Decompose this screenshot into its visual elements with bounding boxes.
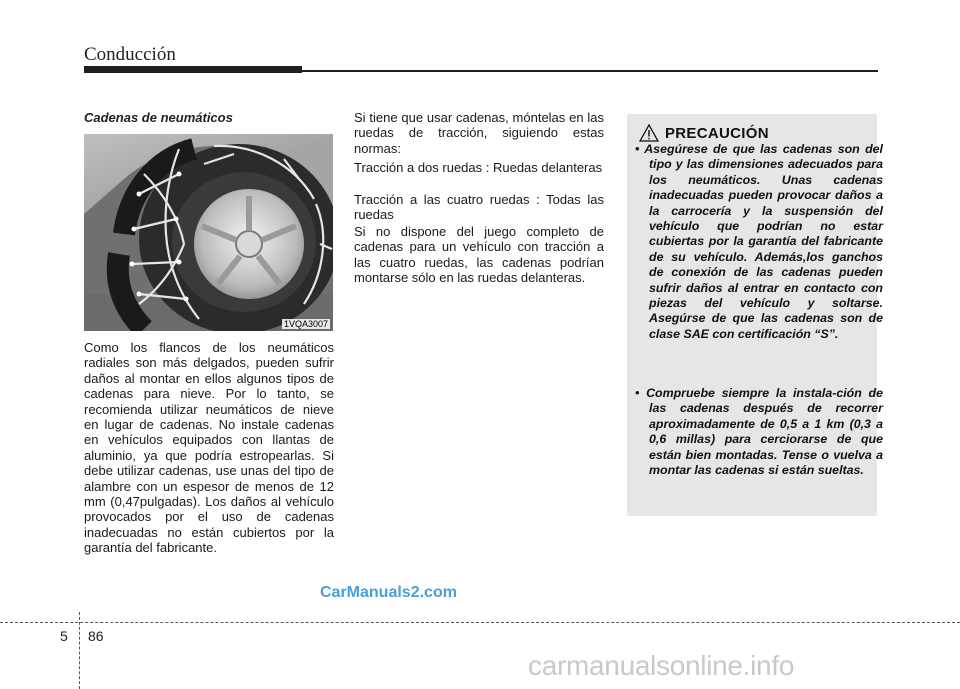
middle-paragraph-2: Tracción a dos ruedas : Ruedas delanteras: [354, 160, 603, 175]
tire-chain-illustration: [84, 134, 333, 331]
caution-box: [627, 114, 883, 516]
middle-paragraph-1: Si tiene que usar cadenas, móntelas en las ruedas de tracción, siguiendo estas normas:: [354, 110, 604, 156]
site-watermark: carmanualsonline.info: [528, 650, 795, 681]
footer-rule-horizontal: [0, 622, 960, 623]
footer-rule-vertical: [79, 612, 80, 689]
middle-paragraph-3: Tracción a las cuatro ruedas : Todas las ruedas: [354, 192, 604, 223]
page-number: 86: [88, 628, 104, 644]
caution-title: PRECAUCIÓN: [665, 124, 769, 142]
page-header-title: Conducción: [84, 44, 176, 65]
section-title: Cadenas de neumáticos: [84, 110, 233, 125]
caution-header: [639, 122, 769, 144]
header-rule-thin: [300, 70, 878, 72]
warning-triangle-icon: [639, 124, 659, 142]
page-section-number: 5: [60, 628, 68, 644]
header-rule-thick: [84, 66, 302, 73]
middle-paragraph-4: Si no dispone del juego completo de cadenas para un vehículo con tracción a las cuatro ruedas, las cadenas podrían montarse sólo en las ruedas delanteras.: [354, 224, 604, 286]
watermark-logo: CarManuals2.com: [320, 584, 457, 601]
caution-bullet-1: • Asegúrese de que las cadenas son del tipo y las dimensiones adecuados para los neumáticos. Unas cadenas inadecuadas pueden provocar daños a la carrocería y la suspensión del vehículo que podrían no estar cubiertas por la garantía del fabricante de su vehículo. Además,los ganchos de conexión de las cadenas pueden sufrir daños al entrar en contacto con piezas del vehículo y soltarse. Asegúrse de que las cadenas son de clase SAE con certificación “S”.: [635, 142, 883, 341]
caution-bullet-2: • Compruebe siempre la instala-ción de las cadenas después de recorrer aproximadamente de 0,5 a 1 km (0,3 a 0,6 millas) para cerciorarse de que están bien montadas. Tense o vuelva a montar las cadenas si están sueltas.: [635, 386, 883, 478]
figure-caption: 1VQA3007: [283, 319, 328, 329]
left-paragraph: Como los flancos de los neumáticos radiales son más delgados, pueden sufrir daños al montar en ellos algunos tipos de cadenas para nieve. Por lo tanto, se recomienda utilizar neumáticos de nieve en lugar de cadenas. No instale cadenas en vehículos equipados con llantas de aluminio, ya que podría estropearlas. Si debe utilizar cadenas, use unas del tipo de alambre con un espesor de menos de 12 mm (0,47pulgadas). Los daños al vehículo provocados por el uso de cadenas inadecuadas no están cubiertos por la garantía del fabricante.: [84, 340, 334, 556]
